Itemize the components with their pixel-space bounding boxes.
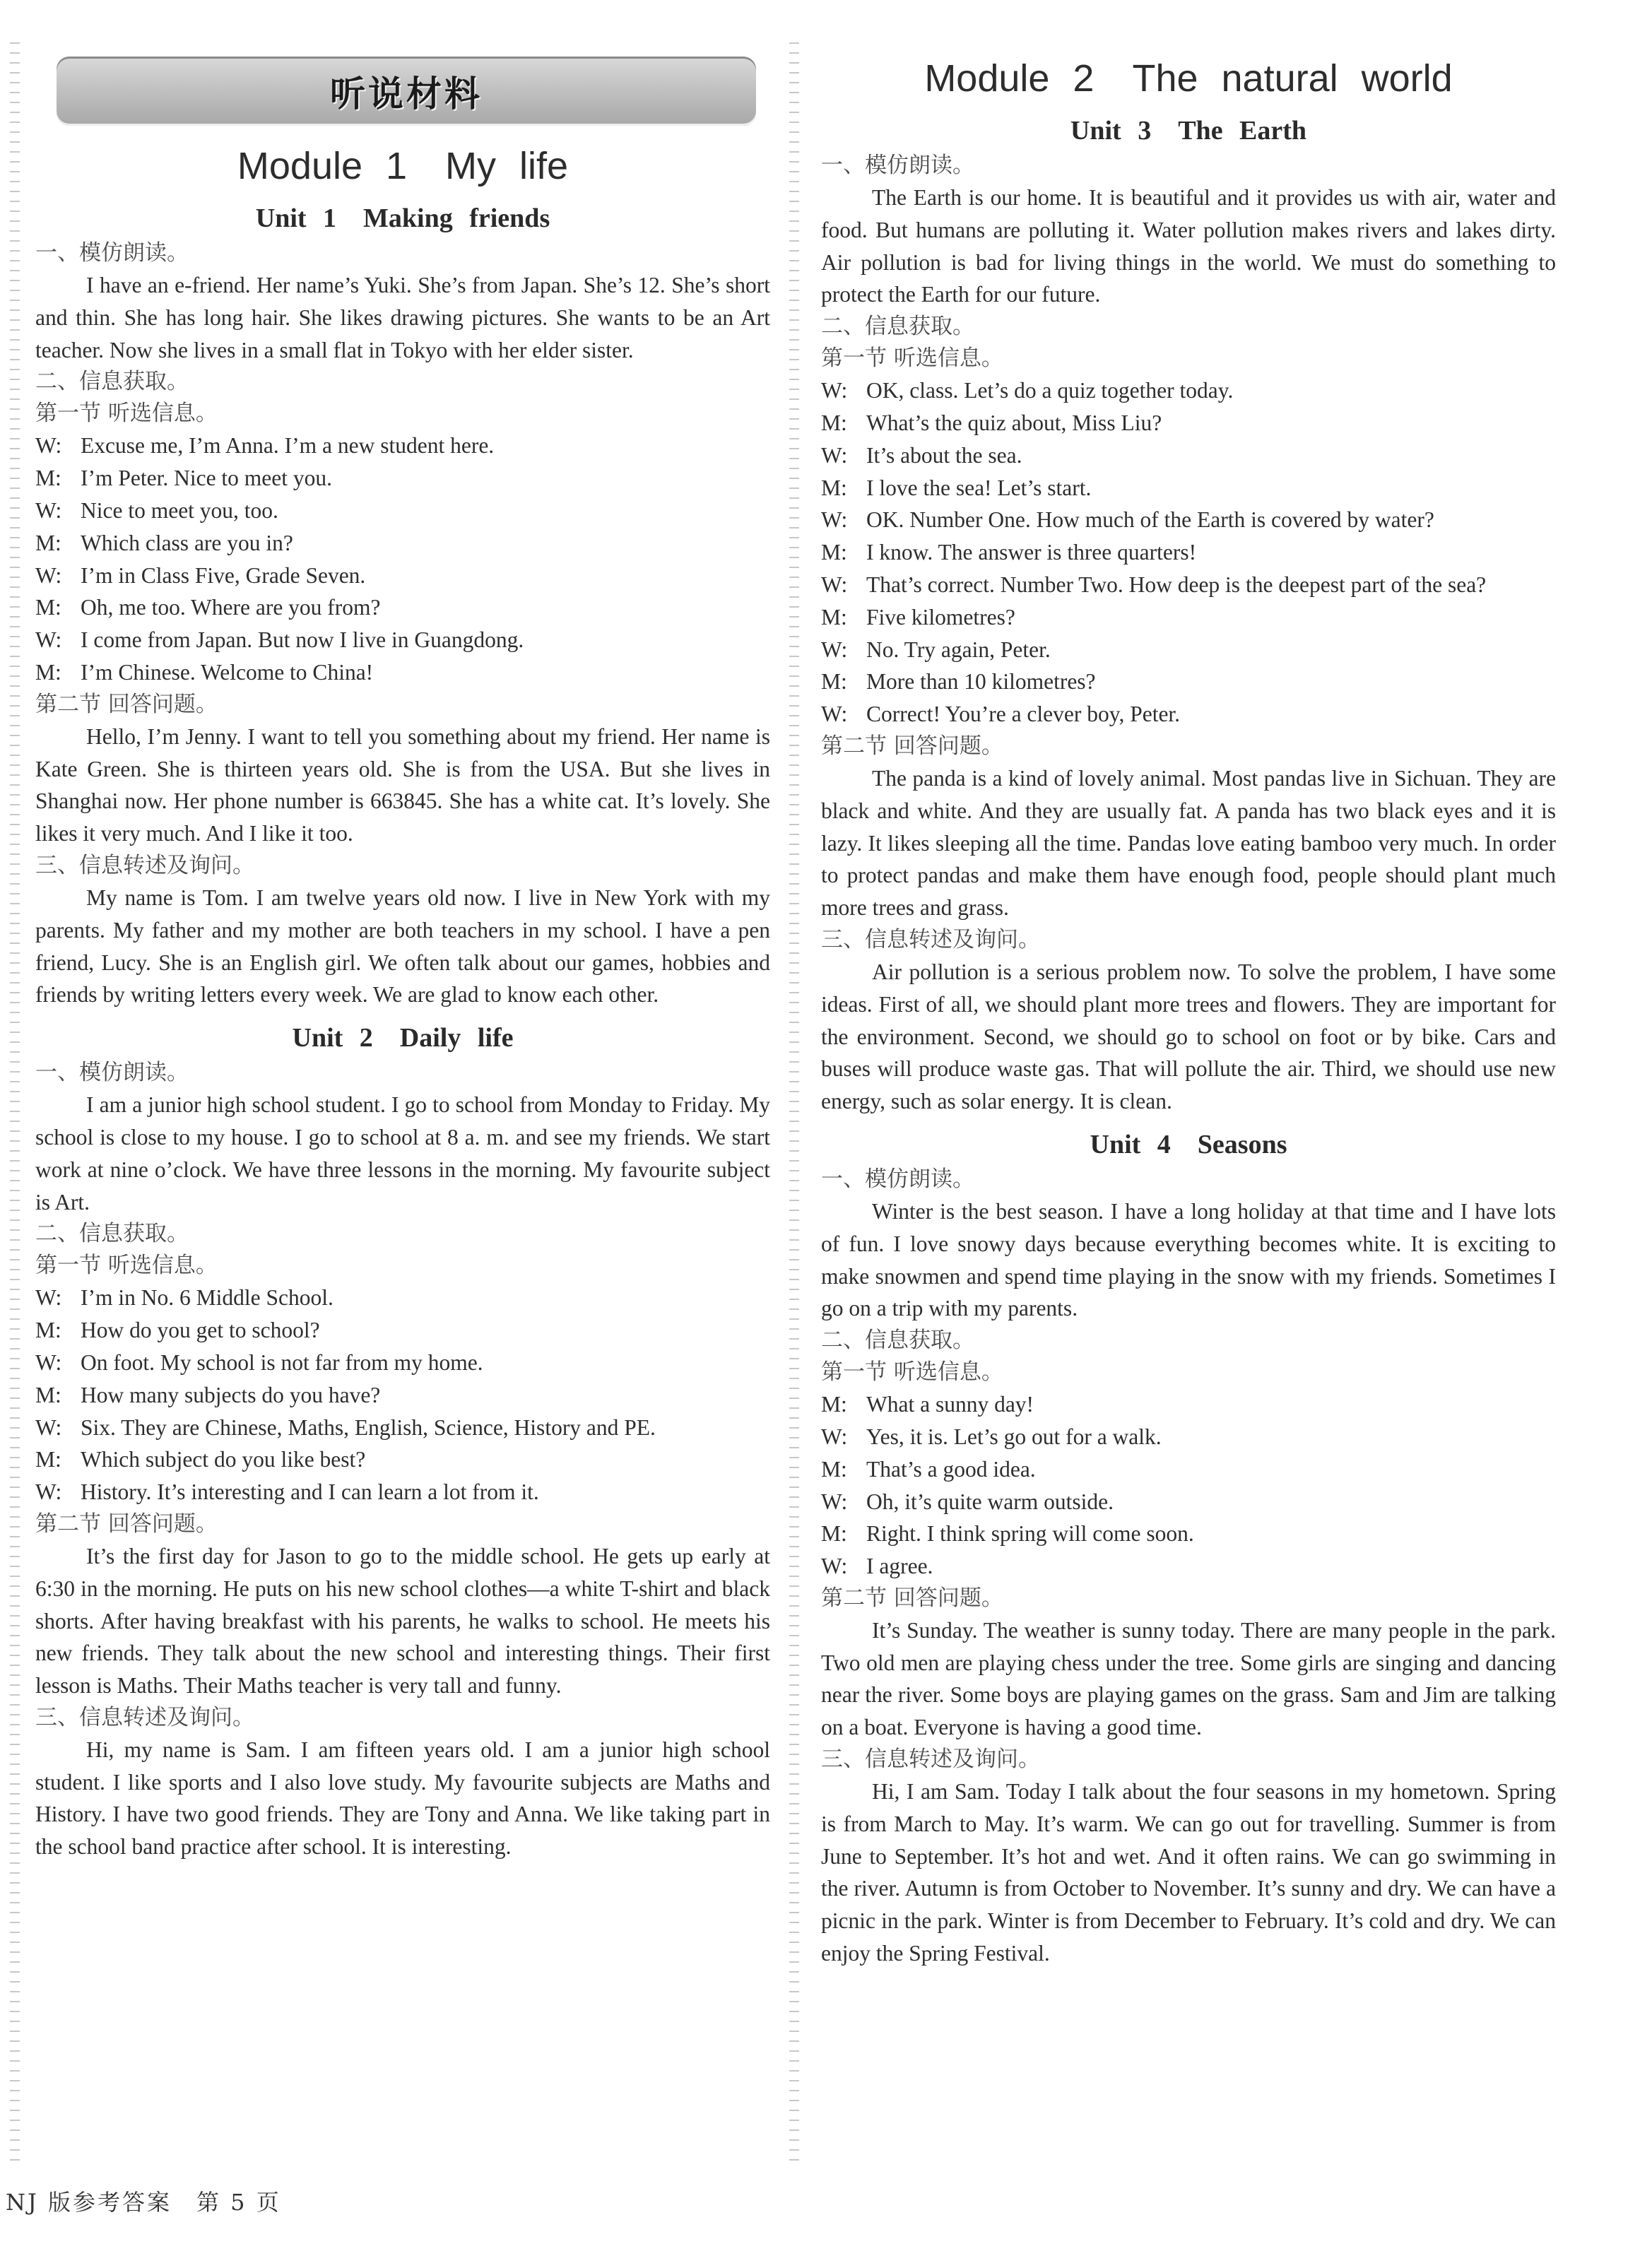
- dialogue-line: W: I’m in Class Five, Grade Seven.: [35, 562, 366, 588]
- u2-section-3-heading: 三、信息转述及询问。: [35, 1704, 254, 1730]
- dialogue-line: M: I love the sea! Let’s start.: [821, 475, 1092, 500]
- u4-part-2-heading: 第二节 回答问题。: [821, 1585, 1003, 1611]
- dialogue-line: W: Yes, it is. Let’s go out for a walk.: [821, 1424, 1162, 1449]
- unit-2-title: Unit 2 Daily life: [292, 1023, 514, 1053]
- left-border-decoration: [10, 42, 20, 2162]
- u4-answer-passage: It’s Sunday. The weather is sunny today. There are many people in the park. Two old men are playing chess under the tree. Some girls are singing and dancing near the river. Some boys are playing games on the grass. Sam and Jim are talking on a boat. Everyone is having a good time.: [821, 1617, 1556, 1740]
- u3-section-3-heading: 三、信息转述及询问。: [821, 926, 1040, 952]
- u1-reading-passage: I have an e-friend. Her name’s Yuki. She’s from Japan. She’s 12. She’s short and thin. She has long hair. She likes drawing pictures. She wants to be an Art teacher. Now she lives in a small flat in Tokyo with her elder sister.: [35, 273, 770, 362]
- u3-dialogue: [821, 374, 1556, 731]
- unit-3-title: Unit 3 The Earth: [1070, 116, 1307, 146]
- u1-dialogue: [35, 430, 770, 688]
- dialogue-line: W: Excuse me, I’m Anna. I’m a new student here.: [35, 433, 495, 459]
- dialogue-line: W: On foot. My school is not far from my home.: [35, 1349, 483, 1375]
- dialogue-line: M: Which class are you in?: [35, 530, 293, 555]
- unit-4-title: Unit 4 Seasons: [1090, 1129, 1287, 1159]
- dialogue-line: W: History. It’s interesting and I can learn a lot from it.: [35, 1479, 539, 1505]
- column-divider-decoration: [789, 42, 799, 2162]
- u2-retell-passage: Hi, my name is Sam. I am fifteen years old. I am a junior high school student. I like sports and I also love study. My favourite subjects are Maths and History. I have two good friends. They are Tony and Anna. We like taking part in the school band practice after school. It is interesting.: [35, 1737, 770, 1860]
- dialogue-line: W: No. Try again, Peter.: [821, 637, 1051, 662]
- u2-answer-passage: It’s the first day for Jason to go to the middle school. He gets up early at 6:30 in the morning. He puts on his new school clothes—a white T-shirt and black shorts. After having breakfast with his parents, he walks to school. He meets his new friends. They talk about the new school and interesting things. Their first lesson is Maths. Their Maths teacher is very tall and funny.: [35, 1543, 770, 1698]
- dialogue-line: W: OK, class. Let’s do a quiz together today.: [821, 378, 1234, 403]
- dialogue-line: W: Six. They are Chinese, Maths, English, Science, History and PE.: [35, 1414, 656, 1440]
- u4-part-1-heading: 第一节 听选信息。: [821, 1359, 1003, 1385]
- u1-section-2-heading: 二、信息获取。: [35, 369, 189, 395]
- u3-reading-passage: The Earth is our home. It is beautiful and it provides us with air, water and food. But humans are polluting it. Water pollution makes rivers and lakes dirty. Air pollution is bad for living things in the world. We must do something to protect the Earth for our future.: [821, 185, 1556, 307]
- dialogue-line: M: Oh, me too. Where are you from?: [35, 595, 381, 620]
- u3-section-1-heading: 一、模仿朗读。: [821, 153, 974, 178]
- u3-retell-passage: Air pollution is a serious problem now. To solve the problem, I have some ideas. First of all, we should plant more trees and flowers. They are important for the environment. Second, we should go to school on foot or by bike. Cars and buses will produce waste gas. That will pollute the air. Third, we should use new energy, such as solar energy. It is clean.: [821, 959, 1556, 1114]
- dialogue-line: M: What a sunny day!: [821, 1392, 1034, 1417]
- module-2-title: Module 2 The natural world: [924, 57, 1453, 100]
- banner-title: 听说材料: [330, 73, 483, 114]
- u4-retell-passage: Hi, I am Sam. Today I talk about the four seasons in my hometown. Spring is from March to May. It’s warm. We can go out for travelling. Summer is from June to September. It’s hot and wet. And it often rains. We can go swimming in the river. Autumn is from October to November. It’s sunny and dry. We can have a picnic in the park. Winter is from December to February. It’s cold and dry. We can enjoy the Spring Festival.: [821, 1779, 1556, 1966]
- dialogue-line: W: Oh, it’s quite warm outside.: [821, 1489, 1114, 1514]
- u1-part-2-heading: 第二节 回答问题。: [35, 691, 218, 717]
- dialogue-line: M: I’m Chinese. Welcome to China!: [35, 659, 374, 685]
- u2-dialogue: [35, 1282, 770, 1508]
- dialogue-line: M: Five kilometres?: [821, 604, 1015, 630]
- u3-part-2-heading: 第二节 回答问题。: [821, 733, 1003, 759]
- u4-dialogue: [821, 1388, 1556, 1583]
- u3-section-2-heading: 二、信息获取。: [821, 314, 974, 340]
- u2-reading-passage: I am a junior high school student. I go to school from Monday to Friday. My school is close to my house. I go to school at 8 a. m. and see my friends. We start work at nine o’clock. We have three lessons in the morning. My favourite subject is Art.: [35, 1092, 770, 1215]
- u2-section-1-heading: 一、模仿朗读。: [35, 1060, 189, 1086]
- u2-part-2-heading: 第二节 回答问题。: [35, 1511, 218, 1537]
- dialogue-line: M: More than 10 kilometres?: [821, 669, 1096, 695]
- left-column: [35, 42, 770, 1863]
- dialogue-line: W: That’s correct. Number Two. How deep is the deepest part of the sea?: [821, 572, 1487, 597]
- dialogue-line: W: OK. Number One. How much of the Earth is covered by water?: [821, 507, 1434, 533]
- page-footer: NJ 版参考答案 第 5 页: [6, 2189, 281, 2216]
- module-1-title: Module 1 My life: [237, 145, 569, 187]
- dialogue-line: M: How do you get to school?: [35, 1318, 320, 1343]
- dialogue-line: M: How many subjects do you have?: [35, 1382, 381, 1407]
- dialogue-line: M: What’s the quiz about, Miss Liu?: [821, 410, 1162, 435]
- unit-1-title: Unit 1 Making friends: [255, 203, 550, 233]
- u2-section-2-heading: 二、信息获取。: [35, 1221, 189, 1247]
- dialogue-line: W: I agree.: [821, 1554, 933, 1579]
- u4-section-2-heading: 二、信息获取。: [821, 1328, 974, 1354]
- u1-section-1-heading: 一、模仿朗读。: [35, 240, 189, 266]
- dialogue-line: M: I’m Peter. Nice to meet you.: [35, 466, 333, 491]
- u3-part-1-heading: 第一节 听选信息。: [821, 345, 1003, 372]
- u4-reading-passage: Winter is the best season. I have a long holiday at that time and I have lots of fun. I love snowy days because everything becomes white. It is exciting to make snowmen and spend time playing in the snow with my friends. Sometimes I go on a trip with my parents.: [821, 1198, 1556, 1321]
- dialogue-line: W: Correct! You’re a clever boy, Peter.: [821, 702, 1181, 727]
- u4-section-1-heading: 一、模仿朗读。: [821, 1166, 974, 1192]
- u1-answer-passage: Hello, I’m Jenny. I want to tell you something about my friend. Her name is Kate Green. She is thirteen years old. She is from the USA. But she lives in Shanghai now. Her phone number is 663845. She has a white cat. It’s lovely. She likes it very much. And I like it too.: [35, 723, 770, 846]
- u1-part-1-heading: 第一节 听选信息。: [35, 401, 218, 427]
- dialogue-line: W: Nice to meet you, too.: [35, 497, 278, 523]
- section-banner: [57, 57, 756, 126]
- dialogue-line: W: I’m in No. 6 Middle School.: [35, 1285, 334, 1311]
- dialogue-line: W: It’s about the sea.: [821, 442, 1022, 468]
- u1-retell-passage: My name is Tom. I am twelve years old now. I live in New York with my parents. My father and my mother are both teachers in my school. I have a pen friend, Lucy. She is an English girl. We often talk about our games, hobbies and friends by writing letters every week. We are glad to know each other.: [35, 885, 770, 1008]
- dialogue-line: M: Right. I think spring will come soon.: [821, 1521, 1194, 1547]
- u2-part-1-heading: 第一节 听选信息。: [35, 1253, 218, 1279]
- u1-section-3-heading: 三、信息转述及询问。: [35, 852, 254, 878]
- dialogue-line: M: Which subject do you like best?: [35, 1447, 366, 1472]
- u4-section-3-heading: 三、信息转述及询问。: [821, 1747, 1040, 1773]
- dialogue-line: M: I know. The answer is three quarters!: [821, 540, 1197, 565]
- dialogue-line: W: I come from Japan. But now I live in Guangdong.: [35, 627, 524, 653]
- dialogue-line: M: That’s a good idea.: [821, 1456, 1036, 1482]
- right-column: [821, 42, 1556, 1970]
- u3-answer-passage: The panda is a kind of lovely animal. Most pandas live in Sichuan. They are black and white. And they are usually fat. A panda has two black eyes and it is lazy. It likes sleeping all the time. Pandas love eating bamboo very much. In order to protect pandas and make them have enough food, people should plant much more trees and grass.: [821, 765, 1556, 921]
